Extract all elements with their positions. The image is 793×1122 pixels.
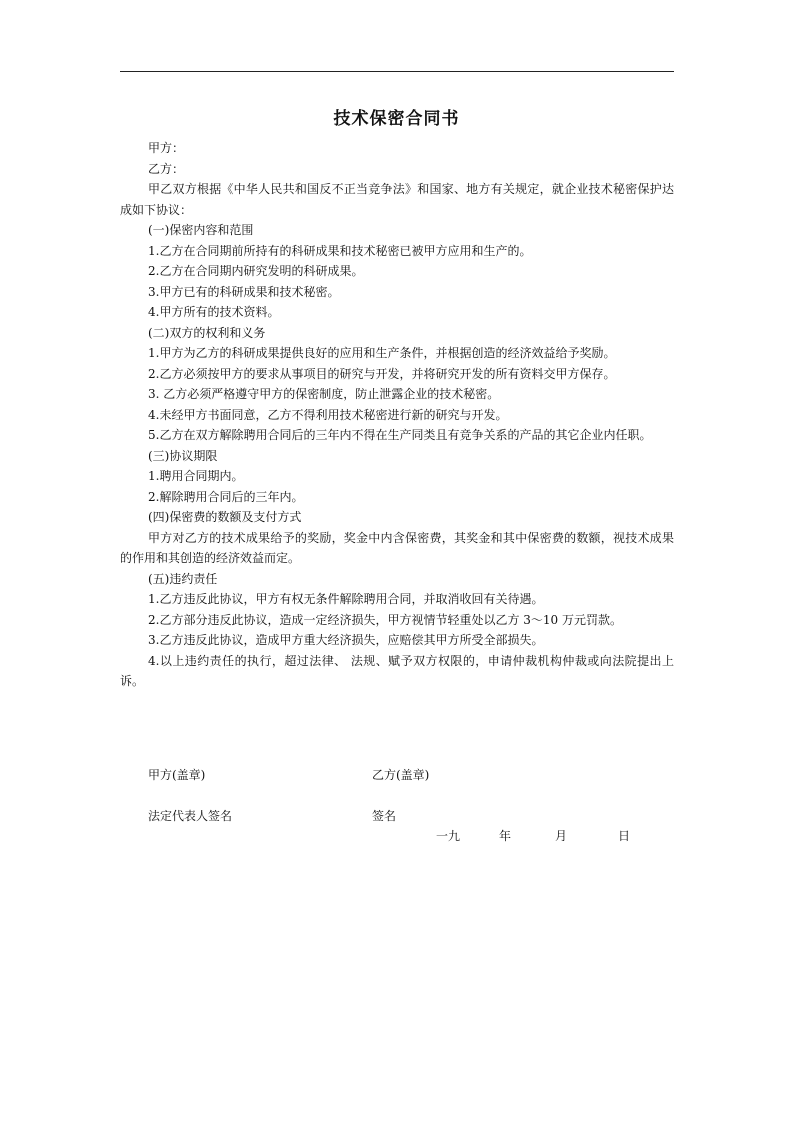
paragraph: 乙方：: [148, 161, 185, 176]
paragraph: 4.未经甲方书面同意，乙方不得利用技术秘密进行新的研究与开发。: [148, 407, 508, 422]
section-heading: (四)保密费的数额及支付方式: [148, 510, 302, 524]
date-day: 日: [618, 829, 631, 843]
party-b-signature-label: 签名: [372, 809, 397, 823]
paragraph: 2.乙方部分违反此协议，造成一定经济损失，甲方视情节轻重处以乙方 3～10 万元罚款。: [148, 612, 622, 627]
party-b-seal-label: 乙方(盖章): [372, 768, 430, 782]
section-heading: (五)违约责任: [148, 571, 218, 586]
paragraph: 3.乙方违反此协议，造成甲方重大经济损失，应赔偿其甲方所受全部损失。: [148, 633, 544, 647]
document-title: 技术保密合同书: [333, 109, 460, 129]
paragraph: 1.聘用合同期内。: [148, 469, 244, 483]
party-a-seal-label: 甲方(盖章): [148, 768, 206, 782]
paragraph: 甲方对乙方的技术成果给予的奖励，奖金中内含保密费，其奖金和其中保密费的数额，视技术成果的作用和其创造的经济效益而定。: [120, 530, 674, 565]
section-heading: (三)协议期限: [148, 448, 218, 463]
paragraph: 3.甲方已有的科研成果和技术秘密。: [148, 284, 340, 299]
date-prefix: 一九: [436, 829, 461, 843]
paragraph: 甲方：: [148, 141, 185, 155]
paragraph: 1.乙方在合同期前所持有的科研成果和技术秘密已被甲方应用和生产的。: [148, 243, 532, 258]
date-month: 月: [555, 829, 568, 843]
section-heading: (二)双方的权利和义务: [148, 325, 266, 340]
paragraph: 1.甲方为乙方的科研成果提供良好的应用和生产条件，并根据创造的经济效益给予奖励。: [148, 346, 616, 360]
paragraph: 5.乙方在双方解除聘用合同后的三年内不得在生产同类且有竞争关系的产品的其它企业内任职。: [148, 428, 652, 442]
document-body: [120, 138, 674, 692]
header-rule: [120, 71, 674, 72]
section-heading: (一)保密内容和范围: [148, 223, 254, 237]
paragraph: 4.以上违约责任的执行，超过法律、 法规、赋予双方权限的，申请仲裁机构仲裁或向法院提出上诉。: [120, 653, 674, 688]
date-year: 年: [499, 829, 512, 843]
paragraph: 甲乙双方根据《中华人民共和国反不正当竞争法》和国家、地方有关规定，就企业技术秘密保护达成如下协议：: [120, 182, 674, 217]
paragraph: 4.甲方所有的技术资料。: [148, 305, 280, 319]
paragraph: 2.乙方必须按甲方的要求从事项目的研究与开发，并将研究开发的所有资料交甲方保存。: [148, 366, 616, 381]
paragraph: 2.乙方在合同期内研究发明的科研成果。: [148, 264, 364, 278]
paragraph: 1.乙方违反此协议，甲方有权无条件解除聘用合同，并取消收回有关待遇。: [148, 592, 544, 606]
party-a-representative-label: 法定代表人签名: [148, 809, 233, 823]
paragraph: 2.解除聘用合同后的三年内。: [148, 489, 304, 504]
paragraph: 3. 乙方必须严格遵守甲方的保密制度，防止泄露企业的技术秘密。: [148, 387, 500, 401]
